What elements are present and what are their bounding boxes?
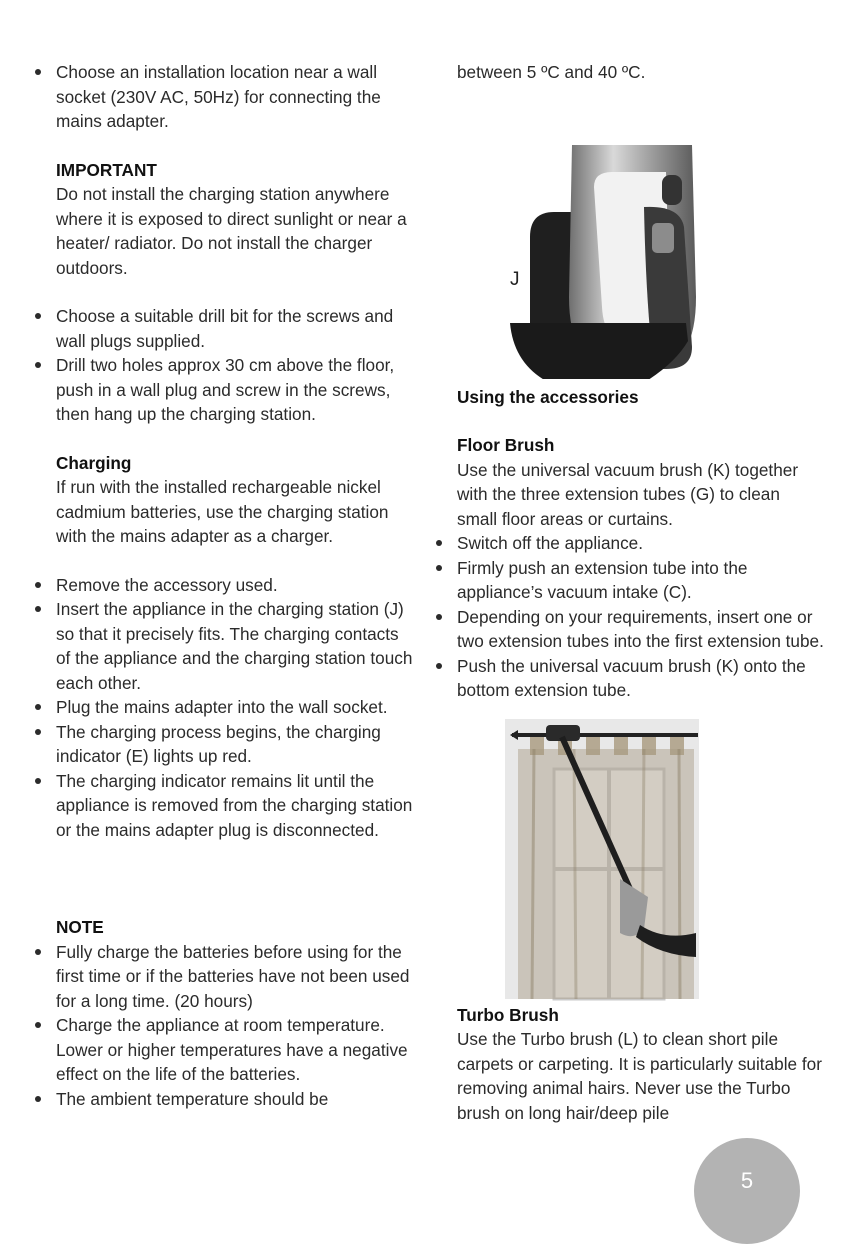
list-item: Push the universal vacuum brush (K) onto the bottom extension tube. (434, 654, 824, 703)
charging-heading: Charging (56, 452, 132, 473)
turbo-brush-text: Use the Turbo brush (L) to clean short pile carpets or carpeting. It is particularly suitable for removing animal hairs. Never use the Turbo brush on long hair/deep pile (457, 1029, 822, 1123)
list-item: The charging indicator remains lit until the appliance is removed from the charging station or the mains adapter plug is disconnected. (33, 769, 413, 843)
floor-brush-text: Use the universal vacuum brush (K) together with the three extension tubes (G) to clean small floor areas or curtains. (457, 459, 799, 529)
list-item: Charge the appliance at room temperature. Lower or higher temperatures have a negative effect on the life of the batteries. (33, 1013, 413, 1087)
note-list (33, 940, 413, 1112)
bullet-icon (35, 778, 41, 784)
charging-text: If run with the installed rechargeable nickel cadmium batteries, use the charging station with the mains adapter as a charger. (56, 477, 389, 546)
floor-brush-heading: Floor Brush (457, 435, 555, 455)
bullet-icon (35, 582, 41, 588)
bullet-icon (35, 362, 41, 368)
list-item: Switch off the appliance. (434, 531, 824, 556)
bullet-icon (35, 606, 41, 612)
bullet-icon (35, 729, 41, 735)
page-number-badge (694, 1138, 800, 1244)
list-item: Insert the appliance in the charging station (J) so that it precisely fits. The charging contacts of the appliance and the charging station touch each other. (33, 597, 413, 695)
accessories-heading: Using the accessories (457, 386, 639, 407)
charging-station-figure (434, 97, 824, 379)
turbo-brush-heading: Turbo Brush (457, 1004, 559, 1025)
list-item: Drill two holes approx 30 cm above the floor, push in a wall plug and screw in the screws, then hang up the charging station. (33, 353, 413, 427)
mount-steps-list (33, 304, 413, 427)
list-item: Plug the mains adapter into the wall socket. (33, 695, 413, 720)
list-item: Remove the accessory used. (33, 573, 413, 598)
bullet-icon (35, 704, 41, 710)
bullet-icon (436, 565, 442, 571)
list-item: The ambient temperature should be (33, 1087, 413, 1112)
important-text: Do not install the charging station anywhere where it is exposed to direct sunlight or near a heater/ radiator. Do not install the charger outdoors. (56, 184, 407, 278)
vacuum-in-charging-station-image (434, 97, 824, 379)
bullet-icon (35, 313, 41, 319)
install-bullet-list (33, 60, 413, 134)
page-number: 5 (740, 1168, 754, 1193)
list-item: The charging process begins, the charging indicator (E) lights up red. (33, 720, 413, 769)
note-heading: NOTE (56, 917, 104, 937)
list-item: Fully charge the batteries before using for the first time or if the batteries have not been used for a long time. (20 hours) (33, 940, 413, 1014)
bullet-icon (35, 1096, 41, 1102)
list-item: Depending on your requirements, insert one or two extension tubes into the first extension tube. (434, 605, 824, 654)
list-item: Firmly push an extension tube into the appliance’s vacuum intake (C). (434, 556, 824, 605)
bullet-icon (35, 1022, 41, 1028)
bullet-icon (35, 69, 41, 75)
curtain-cleaning-figure (434, 719, 824, 1003)
temperature-continuation: between 5 ºC and 40 ºC. (457, 62, 646, 82)
bullet-icon (436, 663, 442, 669)
figure-label-j: J (510, 268, 520, 290)
left-column (33, 60, 413, 1111)
bullet-icon (436, 540, 442, 546)
list-item: Choose an installation location near a wall socket (230V AC, 50Hz) for connecting the mains adapter. (33, 60, 413, 134)
important-heading: IMPORTANT (56, 159, 157, 180)
curtain-vacuuming-image (434, 719, 824, 1003)
bullet-icon (436, 614, 442, 620)
list-item: Choose a suitable drill bit for the screws and wall plugs supplied. (33, 304, 413, 353)
right-column (434, 60, 824, 1125)
bullet-icon (35, 949, 41, 955)
floor-brush-steps-list (434, 531, 824, 703)
charging-steps-list (33, 573, 413, 843)
